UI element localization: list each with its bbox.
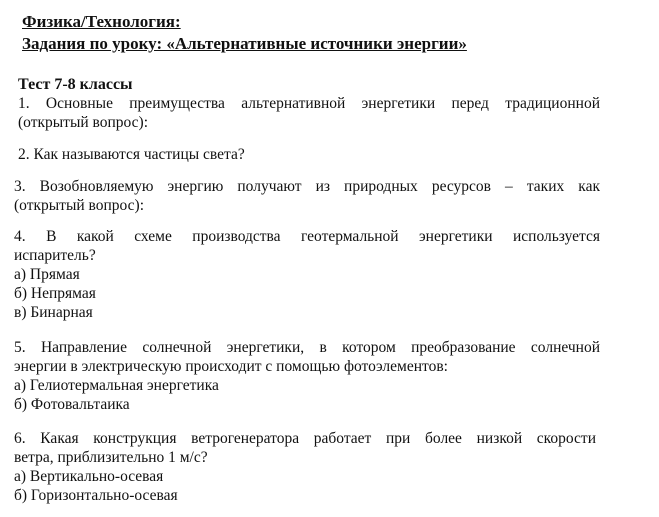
question-1-line-2: (открытый вопрос): bbox=[18, 114, 149, 131]
subject-heading: Физика/Технология: bbox=[22, 12, 181, 31]
test-title: Тест 7-8 классы bbox=[18, 76, 133, 93]
question-5 bbox=[14, 338, 600, 414]
question-6-option-b: б) Горизонтально-осевая bbox=[14, 487, 178, 504]
question-1 bbox=[18, 94, 600, 132]
question-4-option-c: в) Бинарная bbox=[14, 304, 93, 321]
lesson-heading: Задания по уроку: «Альтернативные источники энергии» bbox=[22, 34, 467, 53]
question-6-line-2: ветра, приблизительно 1 м/с? bbox=[14, 449, 208, 466]
question-6-option-a: а) Вертикально-осевая bbox=[14, 468, 164, 485]
question-4-line-1: 4. В какой схеме производства геотермальной энергетики используется bbox=[14, 228, 600, 245]
question-6-line-1: 6. Какая конструкция ветрогенератора работает при более низкой скорости bbox=[14, 430, 596, 447]
question-6 bbox=[14, 429, 596, 505]
question-3-line-2: (открытый вопрос): bbox=[14, 197, 145, 214]
question-4 bbox=[14, 227, 600, 322]
question-5-line-1: 5. Направление солнечной энергетики, в котором преобразование солнечной bbox=[14, 339, 600, 356]
question-4-line-2: испаритель? bbox=[14, 247, 96, 264]
question-1-line-1: 1. Основные преимущества альтернативной энергетики перед традиционной bbox=[18, 95, 600, 112]
question-4-option-a: а) Прямая bbox=[14, 266, 80, 283]
question-4-option-b: б) Непрямая bbox=[14, 285, 96, 302]
question-3-line-1: 3. Возобновляемую энергию получают из природных ресурсов – таких как bbox=[14, 178, 600, 195]
question-5-option-b: б) Фотовальтаика bbox=[14, 396, 130, 413]
question-3 bbox=[14, 177, 600, 215]
question-5-option-a: а) Гелиотермальная энергетика bbox=[14, 377, 219, 394]
question-5-line-2: энергии в электрическую происходит с помощью фотоэлементов: bbox=[14, 358, 448, 375]
question-2 bbox=[18, 145, 600, 164]
question-2-line-1: 2. Как называются частицы света? bbox=[18, 146, 245, 163]
